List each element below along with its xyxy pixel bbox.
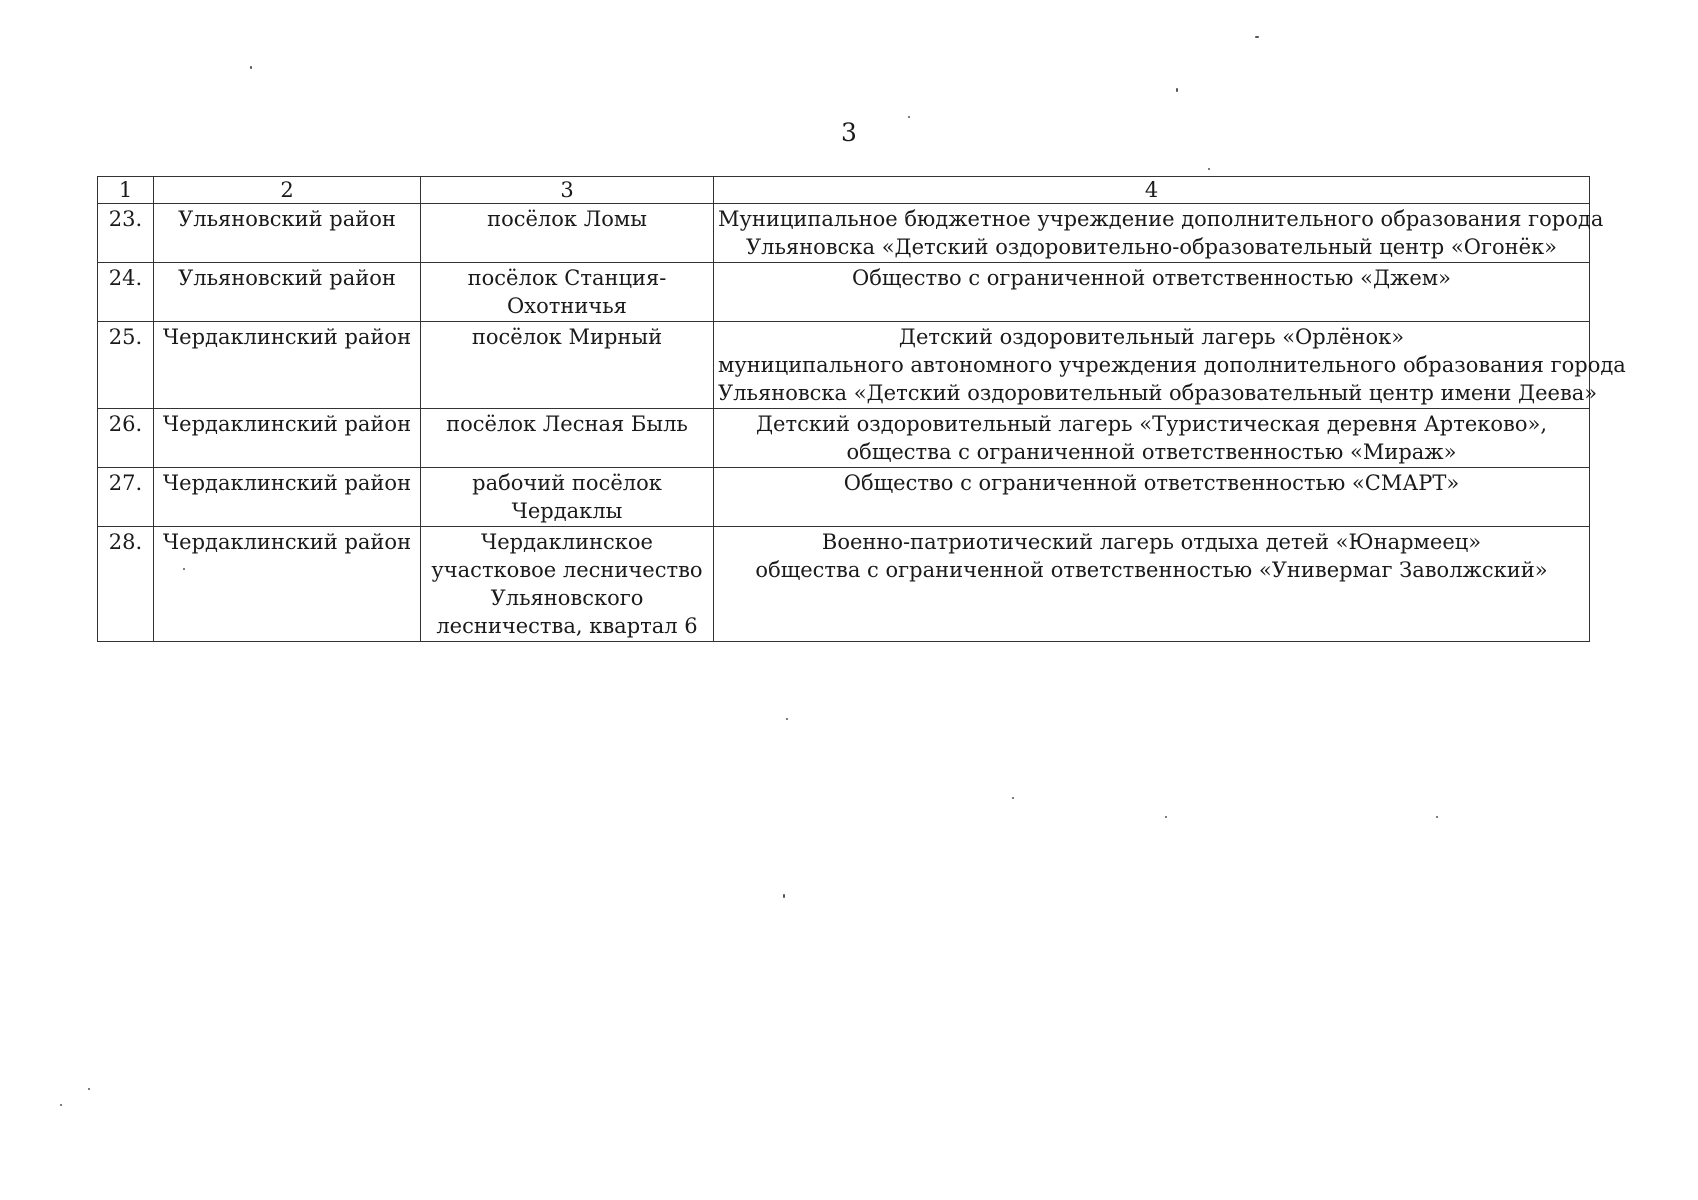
organization-line: Общество с ограниченной ответственностью «Джем»	[851, 266, 1451, 290]
district-cell: Ульяновский район	[154, 263, 421, 322]
organization-line: Общество с ограниченной ответственностью «СМАРТ»	[843, 471, 1460, 495]
place-cell	[421, 468, 714, 527]
institutions-table	[97, 176, 1626, 642]
place-line: Ульяновского	[490, 586, 644, 610]
place-cell	[421, 263, 714, 322]
district-cell: Чердаклинский район	[154, 527, 421, 642]
page-number: 3	[841, 118, 857, 147]
scan-speck	[786, 718, 788, 720]
place-line: лесничества, квартал 6	[436, 614, 698, 638]
place-cell	[421, 204, 714, 263]
column-header-1: 1	[98, 177, 154, 204]
organization-line: Муниципальное бюджетное учреждение дополнительного образования города	[718, 207, 1604, 231]
table-header-row	[98, 177, 1590, 204]
organization-line: Детский оздоровительный лагерь «Туристическая деревня Артеково»,	[755, 412, 1548, 436]
organization-cell	[714, 468, 1590, 527]
organization-line: муниципального автономного учреждения дополнительного образования города	[718, 353, 1626, 377]
place-line: посёлок Лесная Быль	[446, 412, 688, 436]
table-row	[98, 527, 1590, 642]
organization-line: Детский оздоровительный лагерь «Орлёнок»	[898, 325, 1405, 349]
organization-cell	[714, 527, 1590, 642]
table-row	[98, 409, 1590, 468]
column-header-3: 3	[421, 177, 714, 204]
district-cell: Чердаклинский район	[154, 409, 421, 468]
row-number: 28.	[98, 527, 154, 642]
scan-speck	[1436, 816, 1438, 818]
district-cell: Ульяновский район	[154, 204, 421, 263]
scan-speck	[88, 1088, 90, 1090]
place-line: посёлок Станция-	[467, 266, 667, 290]
table-row	[98, 263, 1590, 322]
row-number: 27.	[98, 468, 154, 527]
place-line: рабочий посёлок	[472, 471, 662, 495]
place-line: посёлок Мирный	[471, 325, 663, 349]
organization-cell	[714, 322, 1626, 409]
row-number: 26.	[98, 409, 154, 468]
row-number: 25.	[98, 322, 154, 409]
organization-cell	[714, 263, 1590, 322]
table-row	[98, 322, 1590, 409]
place-cell	[421, 322, 714, 409]
scan-speck	[183, 568, 185, 570]
table-row	[98, 204, 1590, 263]
scan-speck	[908, 116, 910, 118]
scan-speck	[1255, 36, 1259, 38]
column-header-4: 4	[714, 177, 1590, 204]
organization-cell	[714, 204, 1604, 263]
organization-line: общества с ограниченной ответственностью «Универмаг Заволжский»	[755, 558, 1548, 582]
organization-line: Ульяновска «Детский оздоровительный образовательный центр имени Деева»	[718, 381, 1598, 405]
place-line: Чердаклинское	[481, 530, 653, 554]
scan-speck	[1176, 88, 1178, 92]
row-number: 23.	[98, 204, 154, 263]
place-line: посёлок Ломы	[487, 207, 647, 231]
scan-speck	[1165, 816, 1167, 818]
scan-speck	[60, 1104, 62, 1106]
row-number: 24.	[98, 263, 154, 322]
place-line: Чердаклы	[511, 499, 623, 523]
scan-speck	[250, 66, 252, 69]
organization-line: Военно-патриотический лагерь отдыха детей «Юнармеец»	[821, 530, 1482, 554]
scan-speck	[783, 894, 785, 898]
scan-speck	[1012, 797, 1014, 799]
scan-speck	[1208, 168, 1210, 170]
place-line: участковое лесничество	[431, 558, 703, 582]
organization-cell	[714, 409, 1590, 468]
place-cell	[421, 527, 714, 642]
district-cell: Чердаклинский район	[154, 468, 421, 527]
place-cell	[421, 409, 714, 468]
column-header-2: 2	[154, 177, 421, 204]
place-line: Охотничья	[507, 294, 627, 318]
table-row	[98, 468, 1590, 527]
district-cell: Чердаклинский район	[154, 322, 421, 409]
organization-line: Ульяновска «Детский оздоровительно-образовательный центр «Огонёк»	[745, 235, 1558, 259]
organization-line: общества с ограниченной ответственностью «Мираж»	[846, 440, 1457, 464]
